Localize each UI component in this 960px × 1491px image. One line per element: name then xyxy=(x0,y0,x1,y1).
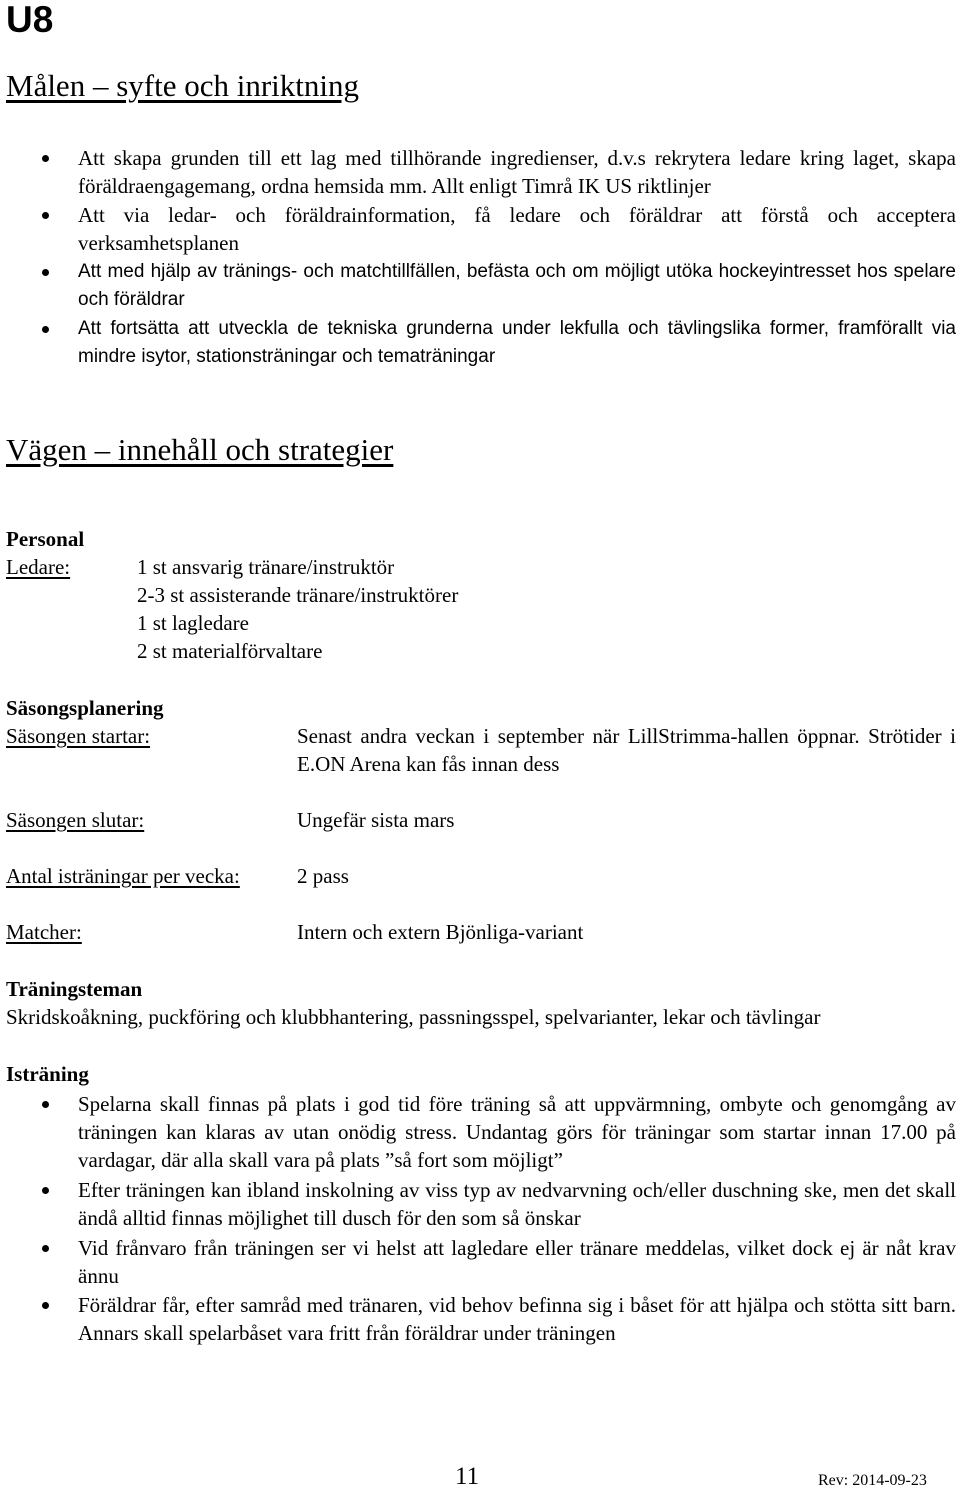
list-item: Att skapa grunden till ett lag med tillhörande ingredienser, d.v.s rekrytera ledare kring laget, skapa föräldraengagemang, ordna hemsida mm. Allt enligt Timrå IK US riktlinjer xyxy=(78,146,956,198)
themes-heading: Träningsteman xyxy=(6,977,143,1001)
page-number: 11 xyxy=(455,1463,480,1490)
personal-heading: Personal xyxy=(6,527,85,551)
list-item: Att med hjälp av tränings- och matchtillfällen, befästa och om möjligt utöka hockeyintresset hos spelare och föräldrar xyxy=(78,261,956,310)
section-heading-strategy: Vägen – innehåll och strategier xyxy=(6,432,394,467)
matches-label: Matcher: xyxy=(6,920,82,944)
leaders-label: Ledare: xyxy=(6,555,71,579)
list-item: Föräldrar får, efter samråd med tränaren, vid behov befinna sig i båset för att hjälpa och stötta sitt barn. Annars skall spelarbåset vara fritt från föräldrar under träningen xyxy=(78,1293,956,1345)
bullet-icon xyxy=(42,1187,49,1194)
bullet-icon xyxy=(42,1302,49,1309)
leader-item: 1 st lagledare xyxy=(137,611,249,635)
season-start-value: Senast andra veckan i september när LillStrimma-hallen öppnar. Strötider i E.ON Arena kan fås innan dess xyxy=(297,724,956,776)
list-item: Att fortsätta att utveckla de tekniska grunderna under lekfulla och tävlingslika former, framförallt via mindre isytor, stationsträningar och tematräningar xyxy=(78,318,956,367)
ice-heading: Isträning xyxy=(6,1062,89,1086)
bullet-icon xyxy=(42,326,49,333)
leader-item: 2-3 st assisterande tränare/instruktörer xyxy=(137,583,459,607)
season-end-value: Ungefär sista mars xyxy=(297,808,455,832)
matches-value: Intern och extern Bjönliga-variant xyxy=(297,920,584,944)
practices-label: Antal isträningar per vecka: xyxy=(6,864,240,888)
list-item: Att via ledar- och föräldrainformation, få ledare och föräldrar att förstå och acceptera verksamhetsplanen xyxy=(78,203,956,255)
season-heading: Säsongsplanering xyxy=(6,696,164,720)
list-item: Vid frånvaro från träningen ser vi helst att lagledare eller tränare meddelas, vilket dock ej är nåt krav ännu xyxy=(78,1236,956,1288)
list-item: Spelarna skall finnas på plats i god tid före träning så att uppvärmning, ombyte och genomgång av träningen kan klaras av utan onödig stress. Undantag görs för träningar som startar innan 17.00 på vardagar, där alla skall vara på plats ”så fort som möjligt” xyxy=(78,1092,956,1172)
leader-item: 2 st materialförvaltare xyxy=(137,639,323,663)
section-heading-goals: Målen – syfte och inriktning xyxy=(6,68,359,103)
page-title: U8 xyxy=(6,0,54,40)
bullet-icon xyxy=(42,269,49,276)
season-end-label: Säsongen slutar: xyxy=(6,808,145,832)
season-start-label: Säsongen startar: xyxy=(6,724,151,748)
list-item: Efter träningen kan ibland inskolning av viss typ av nedvarvning och/eller duschning ske, men det skall ändå alltid finnas möjlighet till dusch för den som så önskar xyxy=(78,1178,956,1230)
bullet-icon xyxy=(42,1245,49,1252)
practices-value: 2 pass xyxy=(297,864,349,888)
revision-date: Rev: 2014-09-23 xyxy=(818,1472,927,1489)
bullet-icon xyxy=(42,155,49,162)
bullet-icon xyxy=(42,212,49,219)
bullet-icon xyxy=(42,1101,49,1108)
leader-item: 1 st ansvarig tränare/instruktör xyxy=(137,555,395,579)
themes-text: Skridskoåkning, puckföring och klubbhantering, passningsspel, spelvarianter, lekar och tävlingar xyxy=(6,1005,821,1029)
